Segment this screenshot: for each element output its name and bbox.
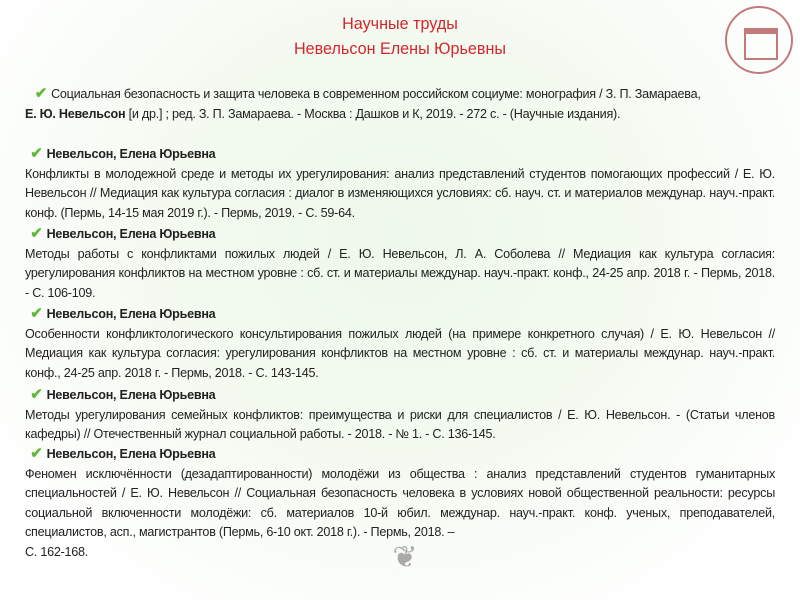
university-seal-logo xyxy=(725,6,793,74)
entry-text: Феномен исключённости (дезадаптированности) молодёжи из общества : анализ представлений студентов гуманитарных специальностей / Е. Ю. Невельсон // Социальная безопасность человека в условиях новой общественной реальности: ресурсы социальной включенности молодёжи: сб. материалов 10-й юбил. междунар. науч.-практ. конф. ученых, преподавателей, специалистов, асп., магистрантов (Пермь, 6-10 окт. 2018 г.). - Пермь, 2018. – xyxy=(25,466,775,539)
publication-entry-2 xyxy=(25,144,775,223)
page-title-line1: Научные труды xyxy=(342,14,458,33)
entry-heading: Невельсон, Елена Юрьевна xyxy=(46,307,216,321)
entry-text: Методы урегулирования семейных конфликтов: преимущества и риски для специалистов / Е. Ю. Невельсон. - (Статьи членов кафедры) // Отечественный журнал социальной работы. - 2018. - № 1. - С. 136-145. xyxy=(25,407,775,441)
entry-text: Методы работы с конфликтами пожилых людей / Е. Ю. Невельсон, Л. А. Соболева // Медиация как культура согласия: урегулирования конфликтов на местном уровне : сб. ст. и материалы междунар. науч.-практ. конф., 24-25 апр. 2018 г. - Пермь, 2018. - С. 106-109. xyxy=(25,246,775,300)
entry-pages: С. 162-168. xyxy=(25,544,89,559)
entry-heading: Невельсон, Елена Юрьевна xyxy=(46,447,216,461)
entry-heading: Невельсон, Елена Юрьевна xyxy=(46,388,216,402)
publication-entry-3 xyxy=(25,224,775,303)
publication-entry-4 xyxy=(25,304,775,383)
checkmark-icon: ✔ xyxy=(30,386,43,403)
checkmark-icon: ✔ xyxy=(30,145,43,162)
entry-text: Конфликты в молодежной среде и методы их урегулирования: анализ представлений студентов помогающих профессий / Е. Ю. Невельсон // Медиация как культура согласия : диалог в изменяющихся условиях: сб. науч. ст. и материалов междунар. науч.-практ. конф. (Пермь, 14-15 мая 2019 г.). - Пермь, 2019. - С. 59-64. xyxy=(25,166,775,220)
publication-entry-5 xyxy=(25,385,775,445)
entry-author: Е. Ю. Невельсон xyxy=(25,106,126,121)
entry-heading: Невельсон, Елена Юрьевна xyxy=(46,227,216,241)
page-title-line2: Невельсон Елены Юрьевны xyxy=(294,39,506,58)
checkmark-icon: ✔ xyxy=(30,225,43,242)
publication-entry-1 xyxy=(25,84,775,124)
entry-heading: Невельсон, Елена Юрьевна xyxy=(46,147,216,161)
entry-text: Социальная безопасность и защита человека в современном российском социуме: монография / З. П. Замараева, xyxy=(51,87,701,101)
entry-text-rest: [и др.] ; ред. З. П. Замараева. - Москва : Дашков и К, 2019. - 272 с. - (Научные издания). xyxy=(125,106,621,121)
checkmark-icon: ✔ xyxy=(30,305,43,322)
checkmark-icon: ✔ xyxy=(34,85,48,102)
entry-text: Особенности конфликтологического консультирования пожилых людей (на примере конкретного случая) / Е. Ю. Невельсон // Медиация как культура согласия: урегулирования конфликтов на местном уровне : сб. ст. и материалы междунар. науч.-практ. конф., 24-25 апр. 2018 г. - Пермь, 2018. - С. 143-145. xyxy=(25,326,775,380)
ornament-icon: ❦ xyxy=(392,541,418,574)
checkmark-icon: ✔ xyxy=(30,445,43,462)
